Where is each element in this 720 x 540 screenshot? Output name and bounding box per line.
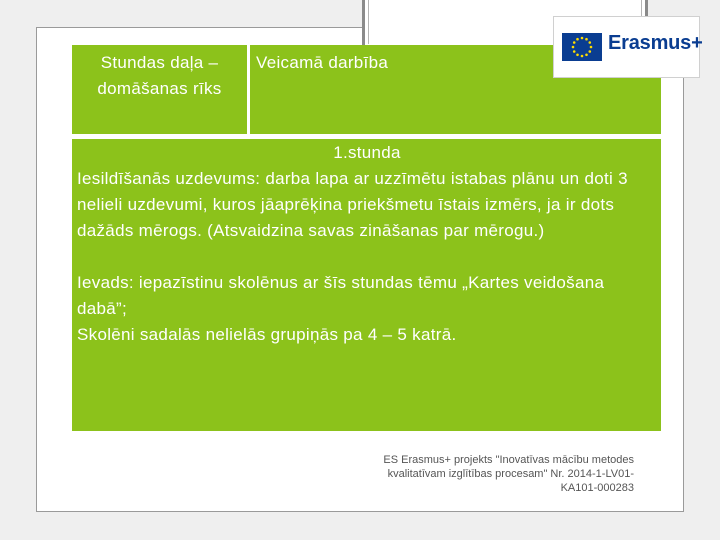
grouping-text: Skolēni sadalās nelielās grupiņās pa 4 – 5 katrā. bbox=[77, 325, 457, 344]
header-cell-lesson-part bbox=[72, 45, 247, 134]
erasmus-logo-text: Erasmus+ bbox=[608, 32, 703, 54]
introduction-text: Ievads: iepazīstinu skolēnus ar šīs stundas tēmu „Kartes veidošana dabā”; bbox=[77, 273, 605, 318]
header-cell-activity-text: Veicamā darbība bbox=[256, 53, 389, 72]
eu-flag-icon bbox=[562, 33, 602, 61]
paragraph-spacer bbox=[77, 244, 657, 270]
header-cell-lesson-part-text: Stundas daļa – domāšanas rīks bbox=[97, 53, 222, 98]
erasmus-logo bbox=[553, 16, 703, 78]
project-footer: ES Erasmus+ projekts "Inovatīvas mācību metodes kvalitatīvam izglītības procesam" Nr. 2014-1-LV01-KA101-000283 bbox=[383, 454, 634, 494]
warmup-task-text: Iesildīšanās uzdevums: darba lapa ar uzzīmētu istabas plānu un doti 3 nelieli uzdevumi, kuros jāaprēķina priekšmetu īstais izmērs, ja ir dots dažāds mērogs. (Atsvaidzina savas zināšanas par mērogu.) bbox=[77, 169, 628, 240]
lesson-title: 1.stunda bbox=[333, 143, 401, 162]
lesson-content-cell bbox=[72, 139, 661, 431]
